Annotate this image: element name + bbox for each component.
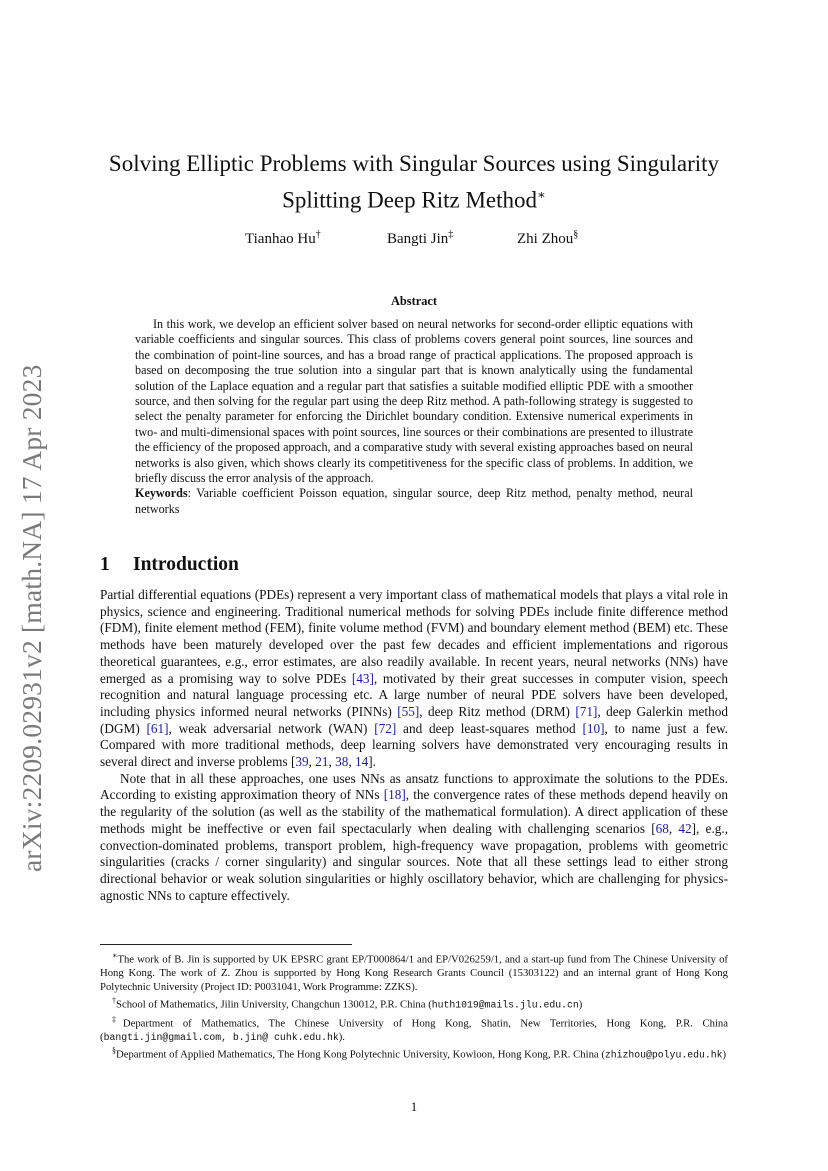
- paragraph-2: Note that in all these approaches, one uses NNs as ansatz functions to approximate the solutions to the PDEs. According to existing approximation theory of NNs [18], the convergence rates of these methods depend heavily on the regularity of the solution (as well as the stability of the mathematical formulation). A direct application of these methods might be ineffective or even fail spectacularly when dealing with challenging scenarios [68, 42], e.g., convection-dominated problems, transport problem, high-frequency wave propagation, problems with geometric singularities (cracks / corner singularity) and singular sources. Note that all these settings lead to either strong directional behavior or weak solution singularities or highly oscillatory behavior, which are challenging for physics-agnostic NNs to capture effectively.: [100, 770, 729, 903]
- footnote-divider: [100, 944, 352, 945]
- arxiv-stamp: arXiv:2209.02931v2 [math.NA] 17 Apr 2023: [16, 364, 47, 872]
- email-link[interactable]: bangti.jin@gmail.com, b.jin@ cuhk.edu.hk: [103, 1031, 339, 1043]
- keywords-label: Keywords: [135, 486, 188, 501]
- section-title: Introduction: [133, 554, 239, 575]
- abstract-body: [135, 317, 693, 517]
- introduction-body: [100, 587, 728, 904]
- paper-title: [90, 148, 738, 216]
- author-zhi-zhou: Zhi Zhou§: [517, 229, 579, 247]
- author-list: [245, 229, 605, 251]
- section-heading-introduction: [100, 554, 239, 576]
- citation-link[interactable]: [18]: [383, 787, 406, 803]
- author-bangti-jin: Bangti Jin‡: [387, 229, 454, 247]
- citation-link[interactable]: 21: [315, 754, 329, 770]
- citation-link[interactable]: [43]: [351, 670, 374, 686]
- author-mark[interactable]: †: [315, 229, 321, 240]
- author-mark[interactable]: §: [573, 229, 579, 240]
- title-line-2: Splitting Deep Ritz Method: [282, 187, 538, 213]
- footnote-hu: †School of Mathematics, Jilin University, Changchun 130012, P.R. China (huth1019@mails.jlu.edu.cn): [112, 996, 583, 1011]
- footnote-zhou: §Department of Applied Mathematics, The Hong Kong Polytechnic University, Kowloon, Hong Kong, P.R. China (zhizhou@polyu.edu.hk): [112, 1046, 727, 1061]
- author-tianhao-hu: Tianhao Hu†: [245, 229, 321, 247]
- citation-link[interactable]: 14: [355, 754, 369, 770]
- abstract-heading: Abstract: [390, 294, 438, 308]
- paragraph-1: Partial differential equations (PDEs) represent a very important class of mathematical models that plays a vital role in physics, science and engineering. Traditional numerical methods for solving PDEs include finite difference method (FDM), finite element method (FEM), finite volume method (FVM) and boundary element method (BEM) etc. These methods have been maturely developed over the past few decades and efficient implementations and rigorous theoretical guarantees, e.g., error estimates, are also readily available. In recent years, neural networks (NNs) have emerged as a promising way to solve PDEs [43], motivated by their great successes in computer vision, speech recognition and natural language processing etc. A large number of neural PDE solvers have been developed, including physics informed neural networks (PINNs) [55], deep Ritz method (DRM) [71], deep Galerkin method (DGM) [61], weak adversarial network (WAN) [72] and deep least-squares method [10], to name just a few. Compared with more traditional methods, deep learning solvers have demonstrated very encouraging results in several direct and inverse problems [39, 21, 38, 14].: [100, 587, 728, 770]
- footnote-funding: ∗The work of B. Jin is supported by UK EPSRC grant EP/T000864/1 and EP/V026259/1, and a start-up fund from The Chinese University of Hong Kong. The work of Z. Zhou is supported by Hong Kong Research Grants Council (15303122) and an internal grant of Hong Kong Polytechnic University (Project ID: P0031041, Work Programme: ZZKS).: [100, 951, 728, 993]
- section-number: 1: [100, 554, 110, 575]
- abstract-text: In this work, we develop an efficient solver based on neural networks for second-order elliptic equations with variable coefficients and singular sources. This class of problems covers general point sources, line sources and the combination of point-line sources, and has a broad range of practical applications. The proposed approach is based on decomposing the true solution into a singular part that is known analytically using the fundamental solution of the Laplace equation and a regular part that satisfies a suitable modified elliptic PDE with a smoother source, and then solving for the regular part using the deep Ritz method. A path-following strategy is suggested to select the penalty parameter for enforcing the Dirichlet boundary condition. Extensive numerical experiments in two- and multi-dimensional spaces with point sources, line sources or their combinations are presented to illustrate the efficiency of the proposed approach, and a comparative study with several existing approaches based on neural networks is also given, which shows clearly its competitiveness for the specific class of problems. In addition, we briefly discuss the error analysis of the approach.: [135, 317, 693, 486]
- citation-link[interactable]: [10]: [582, 720, 605, 736]
- citation-link[interactable]: 42: [678, 820, 692, 836]
- citation-link[interactable]: [61]: [146, 720, 169, 736]
- title-footnote-mark[interactable]: ∗: [537, 187, 546, 202]
- citation-link[interactable]: 39: [295, 754, 309, 770]
- citation-link[interactable]: 68: [655, 820, 669, 836]
- footnotes: [100, 949, 728, 1062]
- footnote-jin: ‡Department of Mathematics, The Chinese University of Hong Kong, Shatin, New Territories, Hong Kong, P.R. China (bangti.jin@gmail.com, b.jin@ cuhk.edu.hk).: [100, 1014, 728, 1043]
- citation-link[interactable]: [71]: [575, 703, 598, 719]
- citation-link[interactable]: [72]: [374, 720, 397, 736]
- keywords: [135, 486, 693, 517]
- title-line-1: Solving Elliptic Problems with Singular Sources using Singularity: [108, 151, 720, 176]
- email-link[interactable]: huth1019@mails.jlu.edu.cn: [431, 999, 579, 1011]
- page-number: 1: [410, 1099, 418, 1114]
- email-link[interactable]: zhizhou@polyu.edu.hk: [604, 1049, 723, 1061]
- author-mark[interactable]: ‡: [448, 229, 454, 240]
- keywords-text: : Variable coefficient Poisson equation, singular source, deep Ritz method, penalty method, neural networks: [135, 486, 693, 516]
- citation-link[interactable]: [55]: [397, 703, 420, 719]
- citation-link[interactable]: 38: [335, 754, 349, 770]
